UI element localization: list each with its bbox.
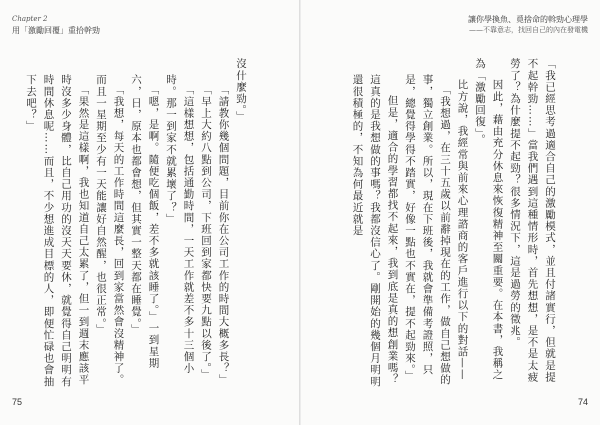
- right-page: [301, 0, 600, 425]
- right-page-number: 74: [577, 397, 588, 407]
- chapter-label: Chapter 2: [12, 15, 48, 23]
- left-paragraph: 「果然是這樣啊，我也知道自己太累了，但一到週末應該平時沒多少身體，比自己用功的沒天天要休，就覺得自己明明有時間休息呢……而且，不少想進成目標的人，即便忙碌也會抽下去吧？」: [25, 73, 90, 387]
- left-paragraph: 「這樣想想，包括通勤時間，一天工作就差不多十三個小時。那一到家不就累壞了？」: [165, 73, 195, 375]
- left-running-header: [12, 14, 100, 36]
- left-paragraph: 沒什麼勁。」: [235, 58, 247, 123]
- left-paragraph: 「早上大約八點到公司，下班回到家都快要九點以後了。」: [200, 84, 212, 381]
- right-paragraph: 但是，適合的學習都找不起來，我到底是真的想創業嗎？這真的是我想做的事嗎？我都沒信心了。剛開始的幾個月明明還很積極的，不知為何最近就是: [351, 73, 399, 387]
- right-running-header: [468, 14, 588, 36]
- right-running-title: 讓你學換魚、覓捨命的斡勁心理學: [468, 15, 588, 24]
- right-running-subtitle: ——不靠意志，找回自己的內在發電機: [469, 26, 588, 34]
- right-paragraph: 「我已經思考過適合自己的激勵模式，並且付諸實行，但就是提不起幹勁……」當我們遇到這種情形時，首先想想，是不是太疲勞了？為什麼提不起勁？很多情況下，這是過勞的徵兆。: [509, 58, 556, 383]
- right-paragraph: 「我想過，在三十五歲以前辭掉現在的工作，做自己想做的事，獨立創業。所以，現在下班後，我就會準備考證照，只是，總覺得學得不踏實，好像一點也不實在，提不起勁來。」: [404, 73, 451, 386]
- left-paragraph: 「請教你幾個問題，目前你在公司工作的時間大概多長？」: [217, 84, 230, 386]
- left-page-number: 75: [12, 397, 23, 407]
- left-running-title: 用「激勵回覆」重拾幹勁: [12, 26, 100, 35]
- right-paragraph: 因此，藉由充分休息來恢復精神至關重要。在本書，我稱之為「激勵回復」。: [474, 58, 504, 381]
- left-page: [0, 0, 299, 425]
- right-body-text: [348, 58, 558, 388]
- right-paragraph: 比方說，我經常與前來心理諮商的客戶進行以下的對話——: [456, 79, 469, 381]
- left-paragraph: 「嗯，是啊。隨便吃個飯，差不多就該睡了。」一到星期六，日，原本也都會想，但其實一整天都在睡覺。」: [130, 73, 160, 369]
- left-paragraph: 「我想，每天的工作時間這麼長，回到家當然會沒精神了。而且一星期至少有一天能讓好自然醒，也很正常。」: [95, 73, 125, 386]
- left-body-text: [22, 58, 250, 388]
